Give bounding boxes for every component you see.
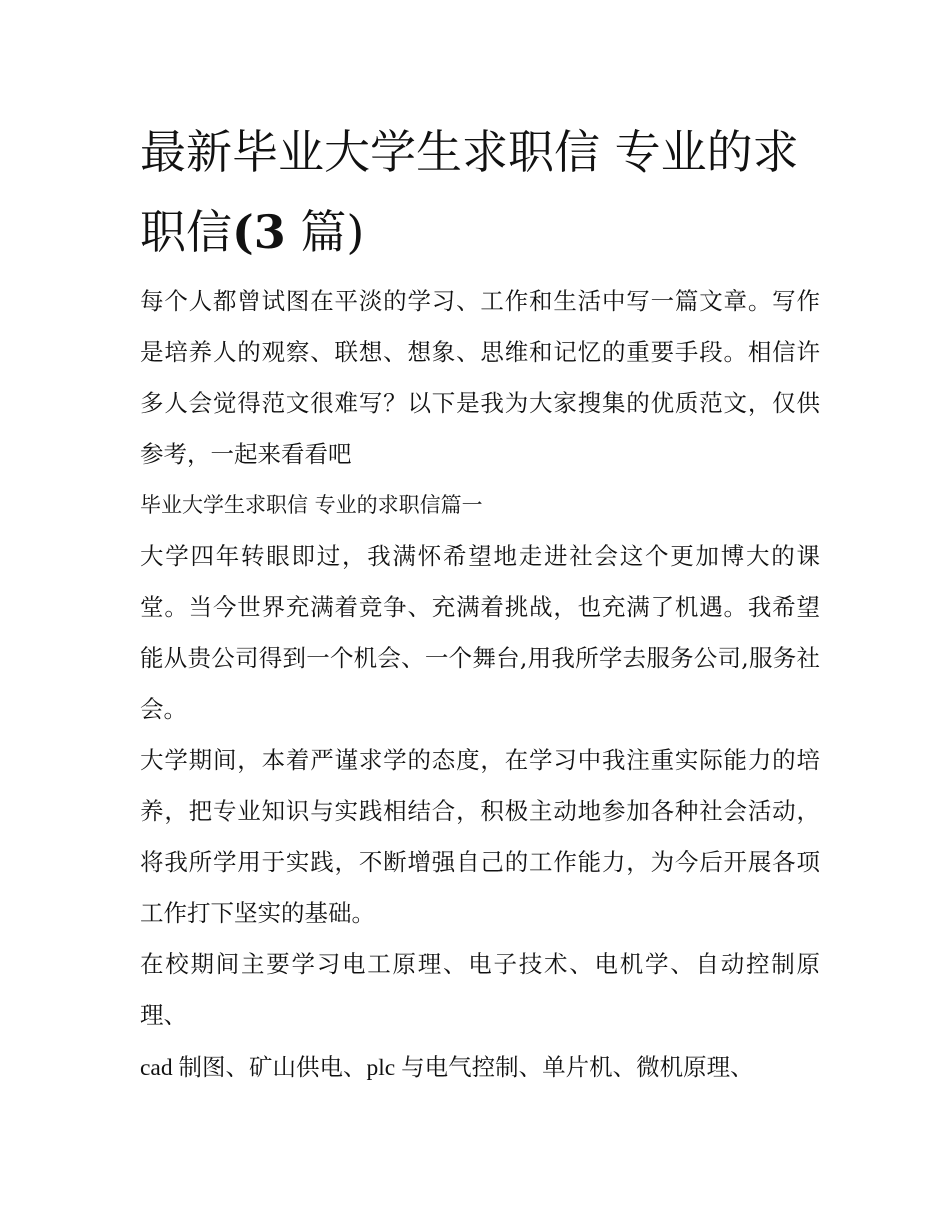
- document-title: [140, 112, 830, 272]
- body-paragraph: cad 制图、矿山供电、plc 与电气控制、单片机、微机原理、: [140, 1055, 754, 1081]
- section-heading: 毕业大学生求职信 专业的求职信篇一: [140, 493, 483, 517]
- body-paragraph: 大学期间，本着严谨求学的态度，在学习中我注重实际能力的培养，把专业知识与实践相结合，积极主动地参加各种社会活动，将我所学用于实践，不断增强自己的工作能力，为今后开展各项工作打下坚实的基础。: [140, 746, 820, 927]
- title-paren-open: (: [232, 205, 254, 259]
- body-paragraph: 在校期间主要学习电工原理、电子技术、电机学、自动控制原理、: [140, 950, 820, 1029]
- body-paragraph: 大学四年转眼即过，我满怀希望地走进社会这个更加博大的课堂。当今世界充满着竞争、充满着挑战，也充满了机遇。我希望能从贵公司得到一个机会、一个舞台,用我所学去服务公司,服务社会。: [140, 542, 820, 723]
- title-number: 3: [253, 205, 286, 259]
- intro-paragraph: 每个人都曾试图在平淡的学习、工作和生活中写一篇文章。写作是培养人的观察、联想、想象、思维和记忆的重要手段。相信许多人会觉得范文很难写？以下是我为大家搜集的优质范文，仅供参考，一起来看看吧: [140, 287, 820, 468]
- title-main-text: 最新毕业大学生求职信 专业的求职信: [140, 125, 799, 259]
- title-count-text: 篇): [285, 205, 365, 259]
- document-body: [140, 276, 820, 1094]
